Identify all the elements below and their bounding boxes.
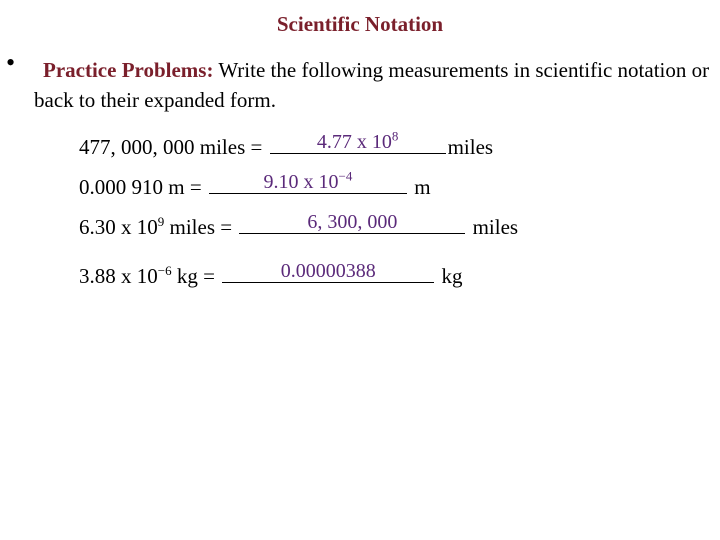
- problem-1-blank: [270, 128, 446, 154]
- problem-3-answer: 6, 300, 000: [307, 211, 398, 233]
- problem-3: [79, 213, 518, 240]
- page-title: Scientific Notation: [276, 12, 444, 36]
- problem-1-answer: 4.77 x $10^8$: [316, 128, 399, 153]
- problem-1: [79, 128, 494, 160]
- problem-3-unit: miles: [472, 215, 519, 239]
- problem-2: [79, 168, 431, 200]
- problem-1-prompt: 477, 000, 000 miles =: [79, 135, 263, 159]
- problem-3-blank: [239, 213, 465, 234]
- problem-2-answer: 9.10 x $10^{-4}$: [263, 168, 353, 193]
- problem-4-answer: 0.00000388: [280, 260, 376, 282]
- problem-2-unit: m: [414, 175, 431, 199]
- problem-4-prompt: 3.88 x $10^{-6}$ kg =: [79, 263, 215, 288]
- instructions: [34, 55, 710, 115]
- problem-2-blank: [209, 168, 407, 194]
- bullet-icon: •: [6, 48, 16, 77]
- problem-4-unit: kg: [441, 264, 463, 288]
- problem-3-prompt: 6.30 x $10^9$ miles =: [79, 214, 233, 239]
- instructions-text: Write the following measurements in scientific notation or back to their expanded form.: [34, 58, 710, 112]
- problem-2-prompt: 0.000 910 m =: [79, 175, 202, 199]
- problem-4: [79, 262, 462, 289]
- problem-4-blank: [222, 262, 434, 283]
- problem-1-unit: miles: [447, 135, 494, 159]
- instructions-lead: Practice Problems:: [43, 58, 214, 82]
